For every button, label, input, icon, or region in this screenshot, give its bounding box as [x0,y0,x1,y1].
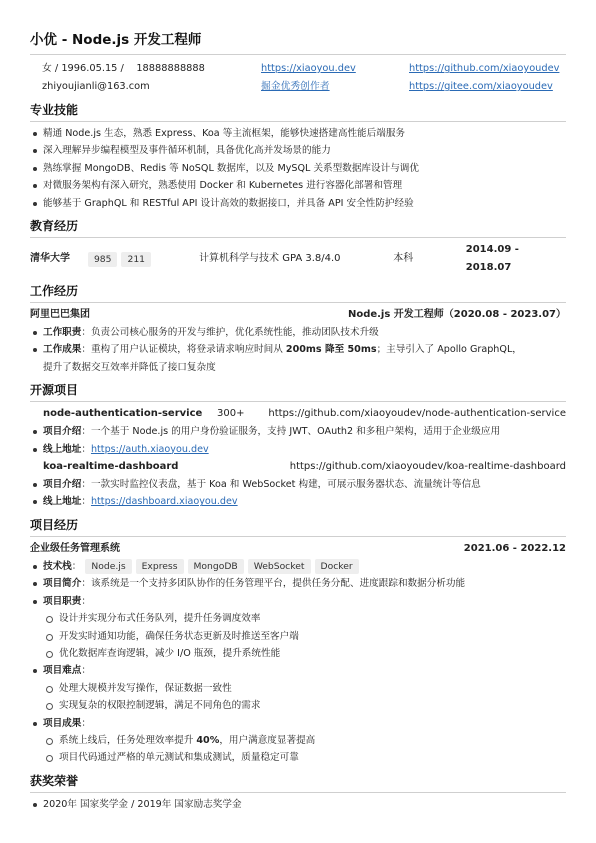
skills-section [30,101,566,212]
personal-site-link[interactable]: https://xiaoyou.dev [261,63,356,74]
project-header [30,458,566,476]
tech-tag: Docker [315,559,359,574]
list-item: 线上地址：https://dashboard.xiaoyou.dev [30,493,566,510]
list-item: 项目简介：该系统是一个支持多团队协作的任务管理平台，提供任务分配、进度跟踪和数据分析功能 [30,575,566,592]
project-header [30,540,566,558]
project-name: 企业级任务管理系统 [30,542,120,554]
education-section [30,217,566,277]
sub-list-item: 系统上线后，任务处理效率提升 40%，用户满意度显著提高 [30,732,566,749]
sub-list-item: 项目代码通过严格的单元测试和集成测试，质量稳定可靠 [30,749,566,766]
opensource-section [30,381,566,511]
list-item: 2020年 国家奖学金 / 2019年 国家励志奖学金 [30,796,566,813]
project-stars: 300+ [217,408,245,420]
sub-list-item: 处理大规模并发写操作，保证数据一致性 [30,680,566,697]
sub-list-item: 实现复杂的权限控制逻辑，满足不同角色的需求 [30,697,566,714]
divider [30,401,566,402]
project-url-link[interactable]: https://auth.xiaoyou.dev [90,443,209,455]
list-item: 项目介绍：一款实时监控仪表盘，基于 Koa 和 WebSocket 构建，可展示服务器状态、流量统计等信息 [30,476,566,493]
divider [30,536,566,537]
project-header [30,405,566,423]
list-item: 项目成果： [30,715,566,732]
project-url-link[interactable]: https://dashboard.xiaoyou.dev [90,496,238,508]
divider [30,302,566,303]
project-name: node-authentication-service [43,408,203,420]
major: 计算机科学与技术 GPA 3.8/4.0 [199,253,341,265]
project-details [30,558,566,610]
sub-list-item: 设计并实现分布式任务队列，提升任务调度效率 [30,610,566,627]
awards-section [30,772,566,813]
tech-tag: MongoDB [188,559,244,574]
list-item: 线上地址：https://auth.xiaoyou.dev [30,441,566,458]
project-details [30,423,566,458]
section-title: 教育经历 [30,219,79,234]
divider [30,792,566,793]
divider [30,54,566,55]
company-name: 阿里巴巴集团 [30,309,90,321]
awards-list [30,796,566,813]
list-item: 项目职责： [30,593,566,610]
work-header [30,306,566,324]
project-repo: https://github.com/xiaoyoudev/koa-realtime-dashboard [289,461,566,473]
phone: 18888888888 [136,63,205,74]
list-item: 项目介绍：一个基于 Node.js 的用户身份验证服务，支持 JWT、OAuth2 和多租户架构，适用于企业级应用 [30,423,566,440]
section-title: 获奖荣誉 [30,773,79,788]
juejin-link[interactable]: 掘金优秀创作者 [261,81,330,92]
list-item: 熟练掌握 MongoDB、Redis 等 NoSQL 数据库，以及 MySQL 关系型数据库设计与调优 [30,160,566,177]
list-item: 工作成果：重构了用户认证模块，将登录请求响应时间从 200ms 降至 50ms；主导引入了 Apollo GraphQL， 提升了数据交互效率并降低了接口复杂度 [30,341,566,376]
list-item: 工作职责：负责公司核心服务的开发与维护，优化系统性能，推动团队技术升级 [30,324,566,341]
tech-tag: Node.js [85,559,131,574]
skills-list [30,125,566,212]
gender-birth-phone: 女 / 1996.05.15 / 18888888888 [42,63,205,74]
degree: 本科 [393,253,414,265]
list-item: 深入理解异步编程模型及事件循环机制，具备优化高并发场景的能力 [30,142,566,159]
divider [30,121,566,122]
section-title: 工作经历 [30,284,79,299]
work-section [30,282,566,376]
list-item: 技术栈： Node.js Express MongoDB WebSocket Docker [30,558,566,575]
divider [30,237,566,238]
list-item: 精通 Node.js 生态，熟悉 Express、Koa 等主流框架，能够快速搭建高性能后端服务 [30,125,566,142]
school-tag: 985 [88,252,118,267]
contact-block [30,60,566,96]
project-details [30,476,566,511]
sub-list-item: 开发实时通知功能，确保任务状态更新及时推送至客户端 [30,628,566,645]
project-repo: https://github.com/xiaoyoudev/node-authentication-service [268,408,566,420]
resume-title: 小优 - Node.js 开发工程师 [30,32,202,48]
difficulty-sublist [30,680,566,715]
result-sublist [30,732,566,767]
list-item: 项目难点： [30,662,566,679]
gitee-link[interactable]: https://gitee.com/xiaoyoudev [409,81,553,92]
job-role: Node.js 开发工程师（2020.08 - 2023.07） [347,309,566,321]
projects-section [30,516,566,767]
project-period: 2021.06 - 2022.12 [463,542,566,554]
work-list [30,324,566,376]
list-item: 能够基于 GraphQL 和 RESTful API 设计高效的数据接口，并具备 API 安全性防护经验 [30,195,566,212]
project-name: koa-realtime-dashboard [43,461,179,473]
education-period: 2014.09 - 2018.07 [465,244,519,274]
list-item: 对微服务架构有深入研究，熟悉使用 Docker 和 Kubernetes 进行容器化部署和管理 [30,177,566,194]
sub-list-item: 优化数据库查询逻辑，减少 I/O 瓶颈，提升系统性能 [30,645,566,662]
section-title: 项目经历 [30,517,79,532]
tech-tag: Express [136,559,184,574]
school-name: 清华大学 [30,253,70,265]
section-title: 专业技能 [30,103,79,117]
duty-sublist [30,610,566,662]
email: zhiyoujianli@163.com [42,81,150,92]
tech-tag: WebSocket [248,559,311,574]
section-title: 开源项目 [30,383,79,398]
education-row [30,241,566,277]
school-tag: 211 [121,252,151,267]
github-link[interactable]: https://github.com/xiaoyoudev [409,63,560,74]
